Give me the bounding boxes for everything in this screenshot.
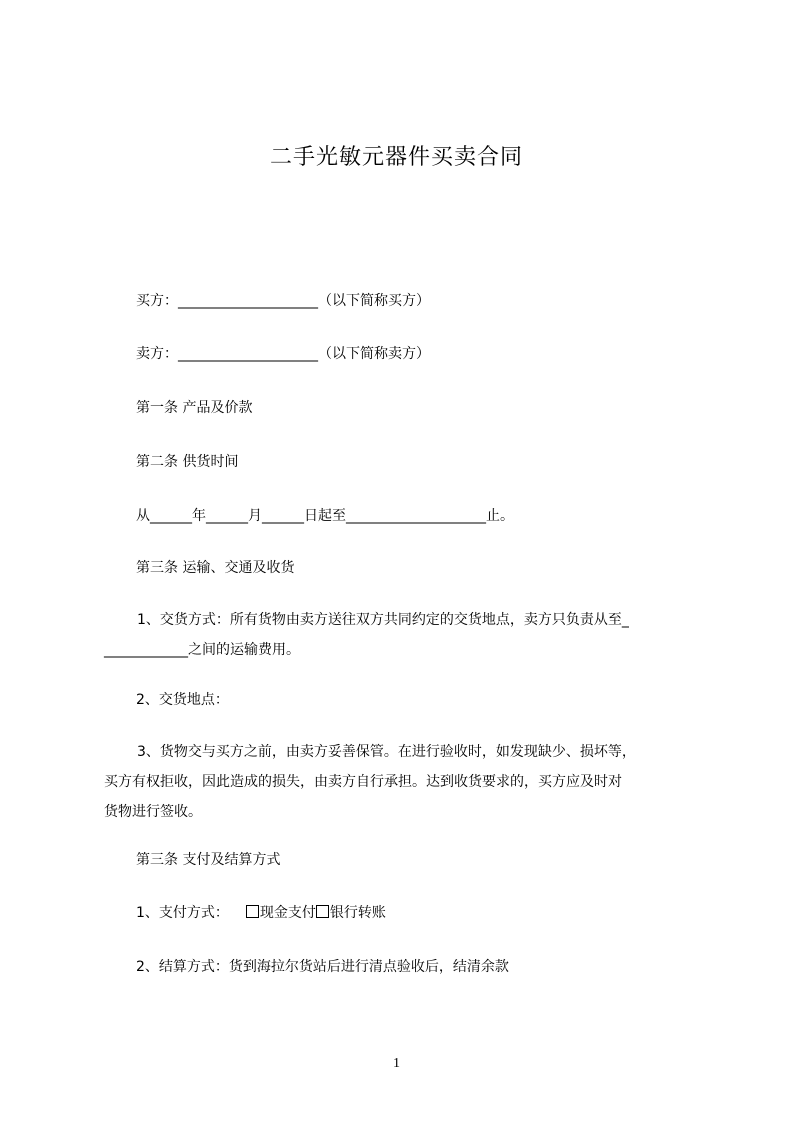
seller-line: 卖方：____________________（以下简称卖方） bbox=[136, 346, 430, 362]
delivery-method-line-1: 1、交货方式：所有货物由卖方送往双方共同约定的交货地点，卖方只负责从至_ bbox=[137, 612, 629, 628]
acceptance-line-3: 货物进行签收。 bbox=[104, 804, 202, 820]
acceptance-paragraph bbox=[104, 737, 700, 827]
article-3-heading-transport: 第三条 运输、交通及收货 bbox=[136, 560, 295, 576]
bank-transfer-option-label: 银行转账 bbox=[329, 905, 386, 921]
delivery-place-line: 2、交货地点： bbox=[136, 692, 229, 708]
article-2-heading: 第二条 供货时间 bbox=[136, 454, 239, 470]
buyer-line: 买方：____________________（以下简称买方） bbox=[136, 293, 430, 309]
document-title: 二手光敏元器件买卖合同 bbox=[269, 145, 523, 170]
payment-method-label: 1、支付方式： bbox=[136, 905, 229, 921]
cash-checkbox[interactable] bbox=[246, 905, 259, 918]
settlement-line: 2、结算方式：货到海拉尔货站后进行清点验收后，结清余款 bbox=[136, 959, 509, 975]
bank-transfer-checkbox[interactable] bbox=[316, 905, 329, 918]
page-number: 1 bbox=[393, 1056, 400, 1071]
article-3-heading-payment: 第三条 支付及结算方式 bbox=[136, 852, 281, 868]
delivery-method-paragraph bbox=[104, 605, 700, 665]
article-1-heading: 第一条 产品及价款 bbox=[136, 400, 253, 416]
delivery-method-line-2: ____________之间的运输费用。 bbox=[104, 642, 300, 658]
supply-period-line: 从______年______月______日起至____________________止。 bbox=[136, 508, 514, 524]
payment-method-line bbox=[136, 903, 386, 923]
acceptance-line-1: 3、货物交与买方之前，由卖方妥善保管。在进行验收时，如发现缺少、损坏等， bbox=[137, 744, 636, 760]
cash-option-label: 现金支付 bbox=[259, 905, 316, 921]
acceptance-line-2: 买方有权拒收，因此造成的损失，由卖方自行承担。达到收货要求的，买方应及时对 bbox=[104, 774, 622, 790]
